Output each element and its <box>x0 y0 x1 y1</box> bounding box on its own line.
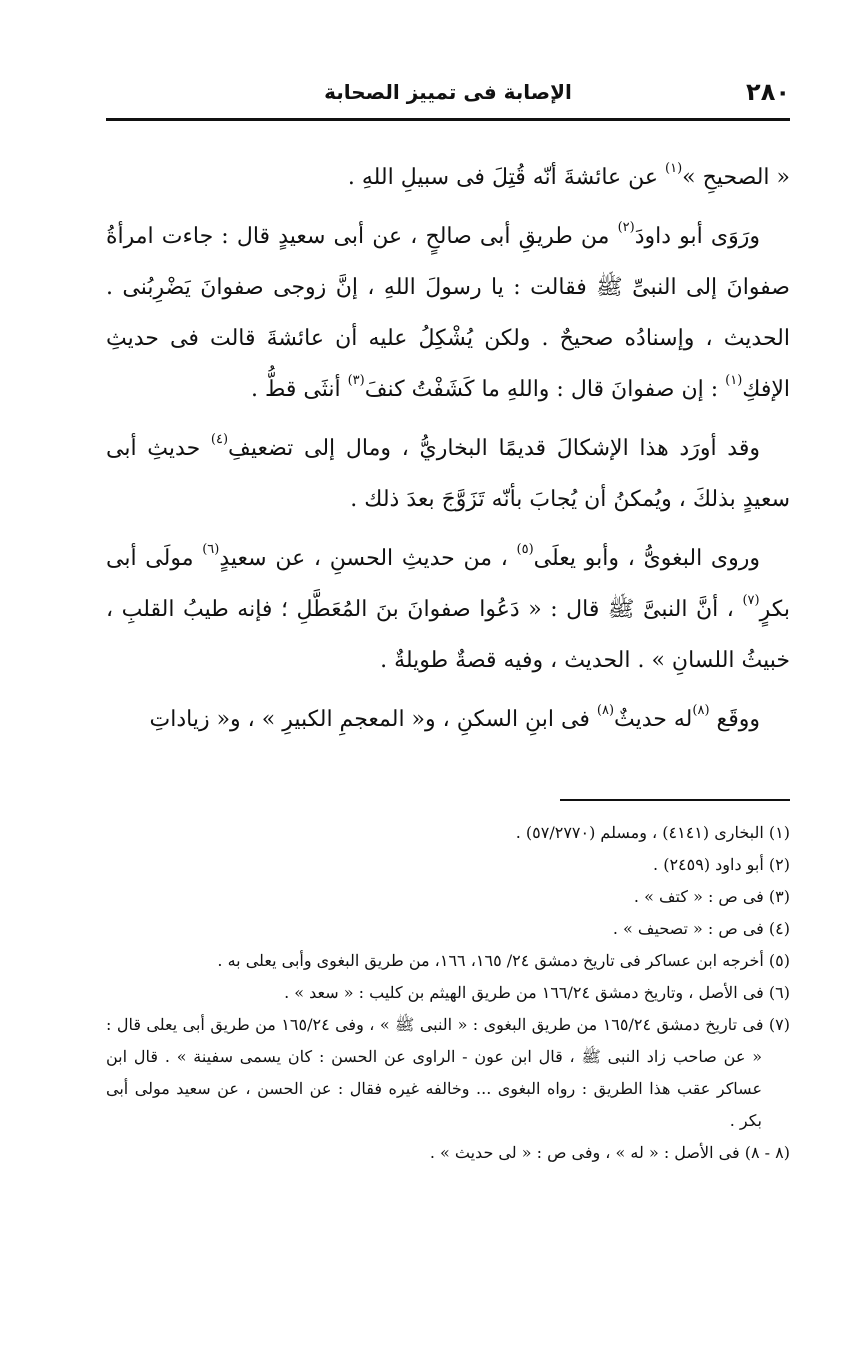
footnote: (٣) فى ص : « كتف » . <box>633 887 790 906</box>
text-run: وروى البغوىُّ ، وأبو يعلَى <box>533 546 760 571</box>
footnote-marker: (٤) <box>210 432 229 447</box>
text-run: عن عائشةَ أنّه قُتِلَ فى سبيلِ اللهِ . <box>347 165 666 190</box>
footnote: (١) البخارى (٤١٤١) ، ومسلم (٥٧/٢٧٧٠) . <box>515 823 790 842</box>
footnote-marker: (٥) <box>516 542 534 557</box>
running-title: الإصابة فى تمييز الصحابة <box>324 80 572 104</box>
footnote: (٥) أخرجه ابن عساكر فى تاريخ دمشق ٢٤/ ١٦٥، ١٦٦، من طريق البغوى وأبى يعلى به . <box>217 951 790 970</box>
text-run: ورَوَى أبو داودَ <box>634 224 760 249</box>
paragraph <box>106 533 790 686</box>
footnote-marker: (٨) <box>596 703 615 718</box>
footnote: (٢) أبو داود (٢٤٥٩) . <box>653 855 790 874</box>
header-rule <box>106 118 790 121</box>
text-run: ووقَع <box>709 707 760 732</box>
footnote: (٦) فى الأصل ، وتاريخ دمشق ١٦٦/٢٤ من طريق الهيثم بن كليب : « سعد » . <box>284 983 790 1002</box>
text-run: مولَى أبى بكرٍ <box>106 546 790 622</box>
footnote-marker: (١) <box>725 373 743 388</box>
paragraph <box>106 694 790 745</box>
text-run: ، من حديثِ الحسنِ ، عن سعيدٍ <box>219 546 517 571</box>
footnote-marker: (٨) <box>692 703 710 718</box>
footnote: (٨ - ٨) فى الأصل : « له » ، وفى ص : « لى حديث » . <box>429 1143 790 1162</box>
text-run: ، أنَّ النبىَّ ﷺ قال : « دَعُوا صفوانَ بنَ المُعَطَّلِ ؛ فإنه طيبُ القلبِ ، خبيثُ اللسانِ » . الحديث ، وفيه قصةٌ طويلةٌ . <box>106 597 790 673</box>
text-run: « الصحيحِ » <box>682 165 790 190</box>
text-run: من طريقِ أبى صالحٍ ، عن أبى سعيدٍ قال : جاءت امرأةُ صفوانَ إلى النبىِّ ﷺ فقالت : يا رسولَ اللهِ ، إنَّ زوجى صفوانَ يَضْرِبُنى . الحديث ، وإسنادُه صحيحٌ . ولكن يُشْكِلُ عليه أن عائشةَ قالت فى حديثِ الإفكِ <box>106 224 790 402</box>
footnotes <box>106 817 790 1169</box>
footnote-marker: (١) <box>665 161 683 176</box>
footnote-marker: (٣) <box>347 373 365 388</box>
footnote-marker: (٢) <box>617 220 635 235</box>
footnote: (٧) فى تاريخ دمشق ١٦٥/٢٤ من طريق البغوى : « النبى ﷺ » ، وفى ١٦٥/٢٤ من طريق أبى يعلى قال : « عن صاحب زاد النبى ﷺ ، قال ابن عون - الراوى عن الحسن : كان يسمى سفينة » . قال ابن عساكر عقب هذا الطريق : رواه البغوى ... وخالفه غيره فقال : عن الحسن ، عن سعيد مولى أبى بكر . <box>106 1015 791 1130</box>
main-text <box>106 152 790 753</box>
footnote-marker: (٧) <box>742 593 760 608</box>
text-run: فى ابنِ السكنِ ، و« المعجمِ الكبيرِ » ، و« زياداتِ <box>149 707 597 732</box>
text-run: أنثَى قطُّ . <box>251 377 348 402</box>
footnote-marker: (٦) <box>202 542 220 557</box>
footnote-separator <box>560 799 790 801</box>
text-run: له حديثٌ <box>614 707 693 732</box>
paragraph <box>106 211 790 415</box>
paragraph <box>106 423 790 525</box>
paragraph <box>106 152 790 203</box>
text-run: وقد أورَد هذا الإشكالَ قديمًا البخاريُّ ، ومال إلى تضعيفِ <box>228 436 760 461</box>
page-header <box>106 72 790 118</box>
footnote: (٤) فى ص : « تصحيف » . <box>612 919 790 938</box>
text-run: حديثِ أبى سعيدٍ بذلكَ ، ويُمكنُ أن يُجابَ بأنّه تَزَوَّجَ بعدَ ذلك . <box>106 436 790 512</box>
text-run: : إن صفوانَ قال : واللهِ ما كَشَفْتُ كنفَ <box>364 377 726 402</box>
page-number: ٢٨٠ <box>746 78 790 106</box>
